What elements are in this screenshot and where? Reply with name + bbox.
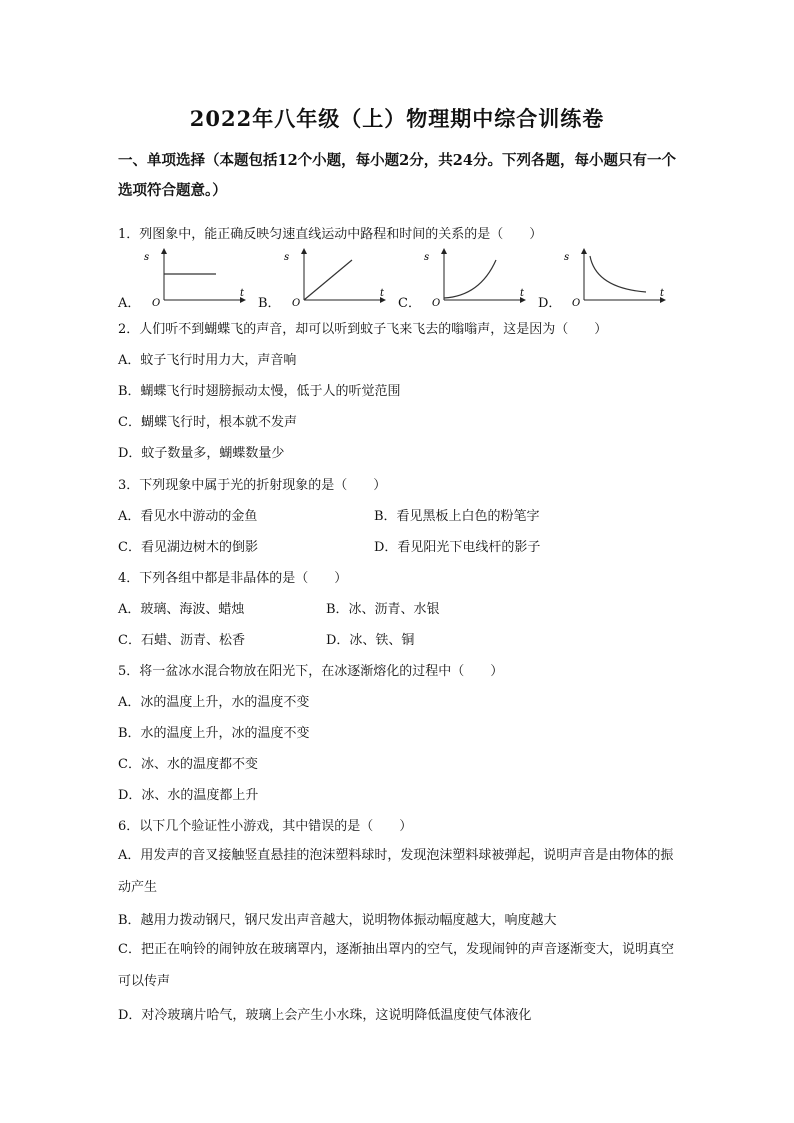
question-2-option-b: B．蝴蝶飞行时翅膀振动太慢，低于人的听觉范围 — [118, 384, 401, 399]
graph-b-linear — [280, 248, 390, 308]
question-6-option-b: B．越用力拨动钢尺，钢尺发出声音越大，说明物体振动幅度越大，响度越大 — [118, 913, 557, 928]
question-4-option-d: D．冰、铁、铜 — [326, 633, 415, 648]
graph-a-constant-distance — [140, 248, 250, 308]
question-4-option-b: B．冰、沥青、水银 — [326, 602, 440, 617]
y-axis-label: s — [284, 252, 290, 263]
question-3-option-b: B．看见黑板上白色的粉笔字 — [374, 509, 540, 524]
x-axis-label: t — [660, 288, 665, 299]
y-axis-label: s — [424, 252, 430, 263]
question-6-option-a: A．用发声的音叉接触竖直悬挂的泡沫塑料球时，发现泡沫塑料球被弹起，说明声音是由物体的振动产生 — [118, 848, 674, 895]
question-3-option-a: A．看见水中游动的金鱼 — [118, 509, 258, 524]
page-title: 2022年八年级（上）物理期中综合训练卷 — [189, 106, 605, 131]
question-5-option-d: D．冰、水的温度都上升 — [118, 788, 259, 803]
question-1-stem: 1．列图象中，能正确反映匀速直线运动中路程和时间的关系的是（ ） — [118, 227, 543, 242]
question-2-stem: 2．人们听不到蝴蝶飞的声音，却可以听到蚊子飞来飞去的嗡嗡声，这是因为（ ） — [118, 322, 608, 337]
question-2-option-d: D．蚊子数量多，蝴蝶数量少 — [118, 446, 285, 461]
question-6-option-d: D．对冷玻璃片哈气，玻璃上会产生小水珠，这说明降低温度使气体液化 — [118, 1008, 532, 1023]
question-3-stem: 3．下列现象中属于光的折射现象的是（ ） — [118, 478, 387, 493]
option-d-label: D． — [538, 296, 562, 311]
question-1-graph-options — [118, 248, 678, 311]
origin-label: O — [292, 298, 301, 308]
question-4-option-a: A．玻璃、海波、蜡烛 — [118, 602, 245, 617]
question-5-option-b: B．水的温度上升，冰的温度不变 — [118, 726, 310, 741]
question-5-option-a: A．冰的温度上升，水的温度不变 — [118, 695, 310, 710]
y-axis-label: s — [564, 252, 570, 263]
option-c-label: C． — [398, 296, 421, 311]
question-5-option-c: C．冰、水的温度都不变 — [118, 757, 258, 772]
option-b-label: B． — [258, 296, 281, 311]
question-3-option-d: D．看见阳光下电线杆的影子 — [374, 540, 541, 555]
x-axis-label: t — [380, 288, 385, 299]
option-a-label: A． — [118, 296, 141, 311]
question-2-option-c: C．蝴蝶飞行时，根本就不发声 — [118, 415, 297, 430]
question-4-stem: 4．下列各组中都是非晶体的是（ ） — [118, 571, 348, 586]
question-4-option-c: C．石蜡、沥青、松香 — [118, 633, 245, 648]
question-3-option-c: C．看见湖边树木的倒影 — [118, 540, 258, 555]
origin-label: O — [572, 298, 581, 308]
origin-label: O — [432, 298, 441, 308]
question-5-stem: 5．将一盆冰水混合物放在阳光下，在冰逐渐熔化的过程中（ ） — [118, 664, 504, 679]
question-2-option-a: A．蚊子飞行时用力大，声音响 — [118, 353, 297, 368]
origin-label: O — [152, 298, 161, 308]
graph-d-decreasing — [560, 248, 670, 308]
y-axis-label: s — [144, 252, 150, 263]
graph-c-accelerating — [420, 248, 530, 308]
section-heading: 一、单项选择（本题包括12个小题，每小题2分，共24分。下列各题，每小题只有一个选项符合题意。） — [118, 152, 676, 199]
x-axis-label: t — [520, 288, 525, 299]
question-6-stem: 6．以下几个验证性小游戏，其中错误的是（ ） — [118, 819, 413, 834]
question-6-option-c: C．把正在响铃的闹钟放在玻璃罩内，逐渐抽出罩内的空气，发现闹钟的声音逐渐变大，说明真空可以传声 — [118, 942, 674, 989]
x-axis-label: t — [240, 288, 245, 299]
